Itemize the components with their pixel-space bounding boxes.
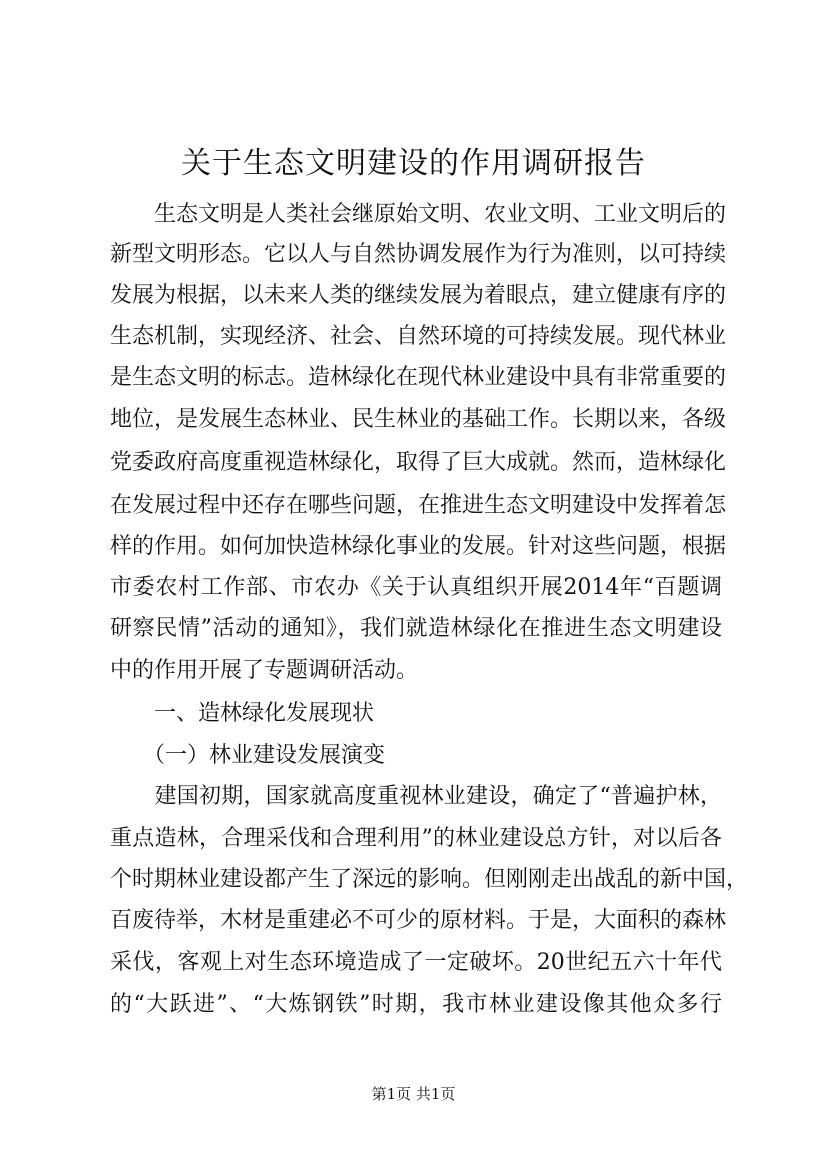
body-line: 采伐，客观上对生态环境造成了一定破坏。20世纪五六十年代 bbox=[110, 950, 722, 975]
body-line: 发展为根据，以未来人类的继续发展为着眼点，建立健康有序的 bbox=[110, 283, 727, 308]
section-heading: 一、造林绿化发展现状 bbox=[110, 701, 375, 726]
body-line: 中的作用开展了专题调研活动。 bbox=[110, 658, 419, 683]
body-line: 是生态文明的标志。造林绿化在现代林业建设中具有非常重要的 bbox=[110, 365, 727, 390]
body-line: 建国初期，国家就高度重视林业建设，确定了“普遍护林， bbox=[110, 784, 722, 809]
body-line: 研察民情”活动的通知》，我们就造林绿化在推进生态文明建设 bbox=[110, 616, 722, 641]
body-line: 市委农村工作部、市农办《关于认真组织开展2014年“百题调 bbox=[110, 575, 722, 600]
body-line: 地位，是发展生态林业、民生林业的基础工作。长期以来，各级 bbox=[110, 407, 727, 432]
body-line: 生态机制，实现经济、社会、自然环境的可持续发展。现代林业 bbox=[110, 324, 727, 349]
body-line: 在发展过程中还存在哪些问题，在推进生态文明建设中发挥着怎 bbox=[110, 493, 727, 518]
body-line: 的“大跃进”、“大炼钢铁”时期，我市林业建设像其他众多行 bbox=[110, 992, 722, 1017]
body-line: 百废待举，木材是重建必不可少的原材料。于是，大面积的森林 bbox=[110, 908, 727, 933]
body-line: 样的作用。如何加快造林绿化事业的发展。针对这些问题，根据 bbox=[110, 534, 727, 559]
page-number-footer: 第1页 共1页 bbox=[371, 1085, 456, 1103]
subsection-heading: （一）林业建设发展演变 bbox=[110, 743, 386, 768]
body-line: 生态文明是人类社会继原始文明、农业文明、工业文明后的 bbox=[110, 202, 727, 227]
document-title: 关于生态文明建设的作用调研报告 bbox=[181, 146, 646, 181]
body-line: 重点造林，合理采伐和合理利用”的林业建设总方针，对以后各 bbox=[110, 826, 722, 851]
body-line: 个时期林业建设都产生了深远的影响。但刚刚走出战乱的新中国， bbox=[110, 867, 749, 892]
body-line: 新型文明形态。它以人与自然协调发展作为行为准则，以可持续 bbox=[110, 242, 727, 267]
body-line: 党委政府高度重视造林绿化，取得了巨大成就。然而，造林绿化 bbox=[110, 450, 727, 475]
